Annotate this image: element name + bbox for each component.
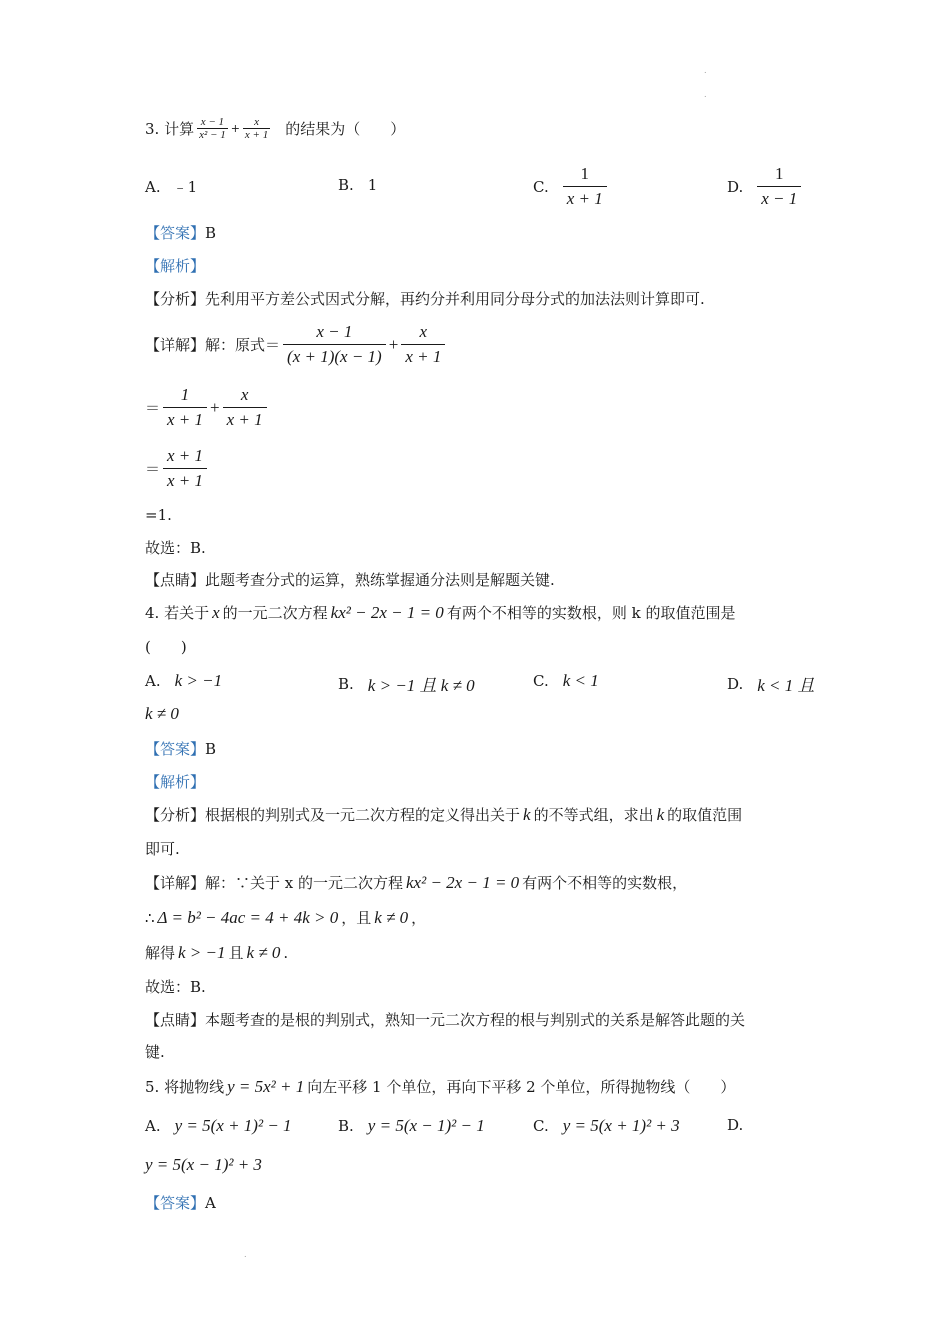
q3-frac-1: $\frac{x - 1}{\text{x² − 1}}$: [199, 116, 226, 141]
q3-result: =1.: [145, 506, 172, 524]
scan-dot: .: [704, 66, 707, 75]
q3-option-b: B. 1: [338, 176, 378, 194]
q4-dianjing: 【点睛】 本题考查的是根的判别式，熟知一元二次方程的根与判别式的关系是解答此题的关: [145, 1011, 746, 1029]
q3-guxuan: 故选：B.: [145, 539, 206, 557]
q4-option-a: A. k > −1: [145, 671, 223, 690]
q4-stem-cont: ( ): [145, 638, 187, 656]
q3-option-d: D. $\frac{1}{x - 1}$: [727, 164, 804, 209]
q5-option-b: B. y = 5(x − 1)² − 1: [338, 1116, 485, 1135]
q4-xiangjie: 【详解】 解：∵关于 x 的一元二次方程 kx² − 2x − 1 = 0 有两个不相等的实数根，: [145, 872, 688, 892]
q5-option-d: D.: [727, 1116, 744, 1134]
q3-frac-2: $\frac{x}{x + 1}$: [244, 116, 269, 141]
q5-stem: 5. 将抛物线 y = 5x² + 1 向左平移 1 个单位，再向下平移 2 个单位，所得抛物线（ ）: [145, 1076, 736, 1096]
q4-fenxi: 【分析】 根据根的判别式及一元二次方程的定义得出关于 k 的不等式组，求出 k 的取值范围: [145, 804, 743, 824]
scan-dot: .: [244, 1250, 247, 1259]
q5-option-d-cont: y = 5(x − 1)² + 3: [145, 1155, 262, 1174]
q4-option-c: C. k < 1: [533, 671, 599, 690]
scan-dot: .: [704, 90, 707, 99]
q4-dianjing-cont: 键.: [145, 1043, 165, 1061]
q3-analysis-heading: 【解析】: [145, 257, 206, 275]
q3-option-c: C. $\frac{1}{x + 1}$: [533, 164, 610, 209]
q3-stem: 3. 计算 $\frac{x - 1}{\text{x² − 1}}$ + $\frac{x}{x + 1}$ 的结果为（ ）: [145, 116, 406, 141]
q4-option-b: B. k > −1 且 k ≠ 0: [338, 674, 475, 695]
q3-step-3: ＝ $\frac{x + 1}{x + 1}$: [145, 446, 210, 491]
q3-answer: 【答案】 B: [145, 223, 217, 242]
q3-xiangjie: 【详解】 解：原式＝ $\frac{x - 1}{(x + 1)(x - 1)}$ + $\frac{x}{x + 1}$: [145, 322, 448, 367]
q4-option-d-cont: k ≠ 0: [145, 704, 179, 723]
q5-option-c: C. y = 5(x + 1)² + 3: [533, 1116, 680, 1135]
q3-option-a: A. ﹣1: [145, 177, 198, 196]
q3-dianjing: 【点睛】 此题考查分式的运算，熟练掌握通分法则是解题关键.: [145, 571, 555, 589]
q3-step-2: ＝ $\frac{1}{x + 1}$ + $\frac{x}{x + 1}$: [145, 385, 270, 430]
q4-option-d: D. k < 1 且: [727, 674, 815, 695]
q4-step-2: ∴ Δ = b² − 4ac = 4 + 4k > 0 ，且 k ≠ 0 ，: [145, 907, 427, 927]
q4-guxuan: 故选：B.: [145, 978, 206, 996]
q4-answer: 【答案】 B: [145, 739, 217, 758]
q4-analysis-heading: 【解析】: [145, 773, 206, 791]
q4-step-3: 解得 k > −1 且 k ≠ 0 .: [145, 942, 289, 962]
q3-fenxi: 【分析】 先利用平方差公式因式分解，再约分并利用同分母分式的加法法则计算即可.: [145, 290, 705, 308]
q5-option-a: A. y = 5(x + 1)² − 1: [145, 1116, 292, 1135]
q4-fenxi-cont: 即可.: [145, 840, 180, 858]
q5-answer: 【答案】 A: [145, 1193, 216, 1212]
q4-stem: 4. 若关于 x 的一元二次方程 kx² − 2x − 1 = 0 有两个不相等的实数根，则 k 的取值范围是: [145, 602, 736, 622]
